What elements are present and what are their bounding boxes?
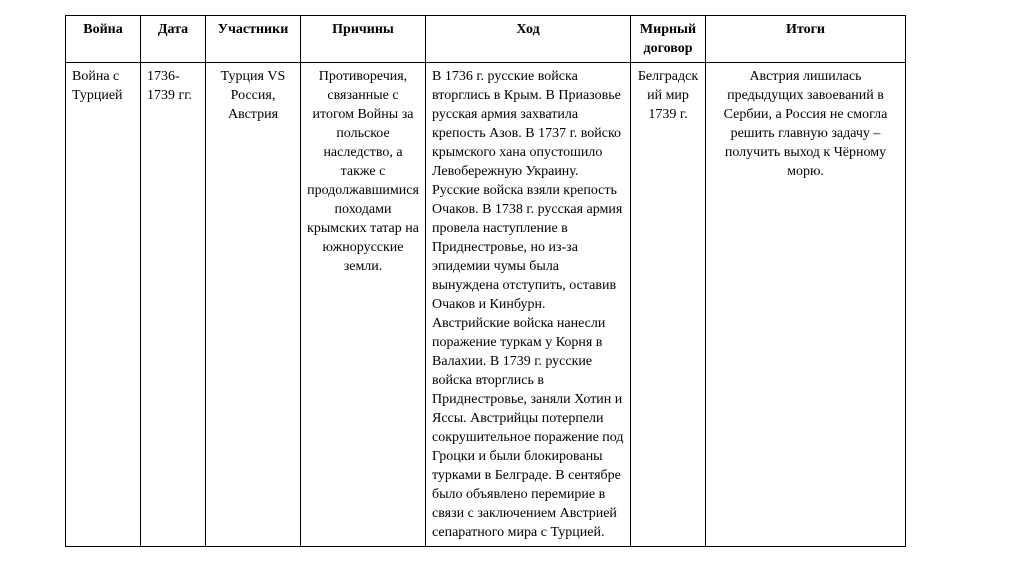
header-date: Дата: [141, 16, 206, 63]
header-causes: Причины: [301, 16, 426, 63]
cell-date: 1736-1739 гг.: [141, 63, 206, 547]
war-table: [65, 15, 906, 547]
header-treaty: Мирный договор: [631, 16, 706, 63]
header-course: Ход: [426, 16, 631, 63]
cell-results: Австрия лишилась предыдущих завоеваний в Сербии, а Россия не смогла решить главную задачу – получить выход к Чёрному морю.: [706, 63, 906, 547]
cell-war: Война с Турцией: [66, 63, 141, 547]
cell-treaty: Белградский мир 1739 г.: [631, 63, 706, 547]
header-results: Итоги: [706, 16, 906, 63]
header-participants: Участники: [206, 16, 301, 63]
table-row: [66, 63, 906, 547]
cell-participants: Турция VS Россия, Австрия: [206, 63, 301, 547]
cell-causes: Противоречия, связанные с итогом Войны за польское наследство, а также с продолжавшимися походами крымских татар на южнорусские земли.: [301, 63, 426, 547]
cell-course: В 1736 г. русские войска вторглись в Крым. В Приазовье русская армия захватила крепость Азов. В 1737 г. войско крымского хана опустошило Левобережную Украину. Русские войска взяли крепость Очаков. В 1738 г. русская армия провела наступление в Приднестровье, но из-за эпидемии чумы была вынуждена отступить, оставив Очаков и Кинбурн. Австрийские войска нанесли поражение туркам у Корня в Валахии. В 1739 г. русские войска вторглись в Приднестровье, заняли Хотин и Яссы. Австрийцы потерпели сокрушительное поражение под Гроцки и были блокированы турками в Белграде. В сентябре было объявлено перемирие в связи с заключением Австрией сепаратного мира с Турцией.: [426, 63, 631, 547]
header-war: Война: [66, 16, 141, 63]
header-row: [66, 16, 906, 63]
